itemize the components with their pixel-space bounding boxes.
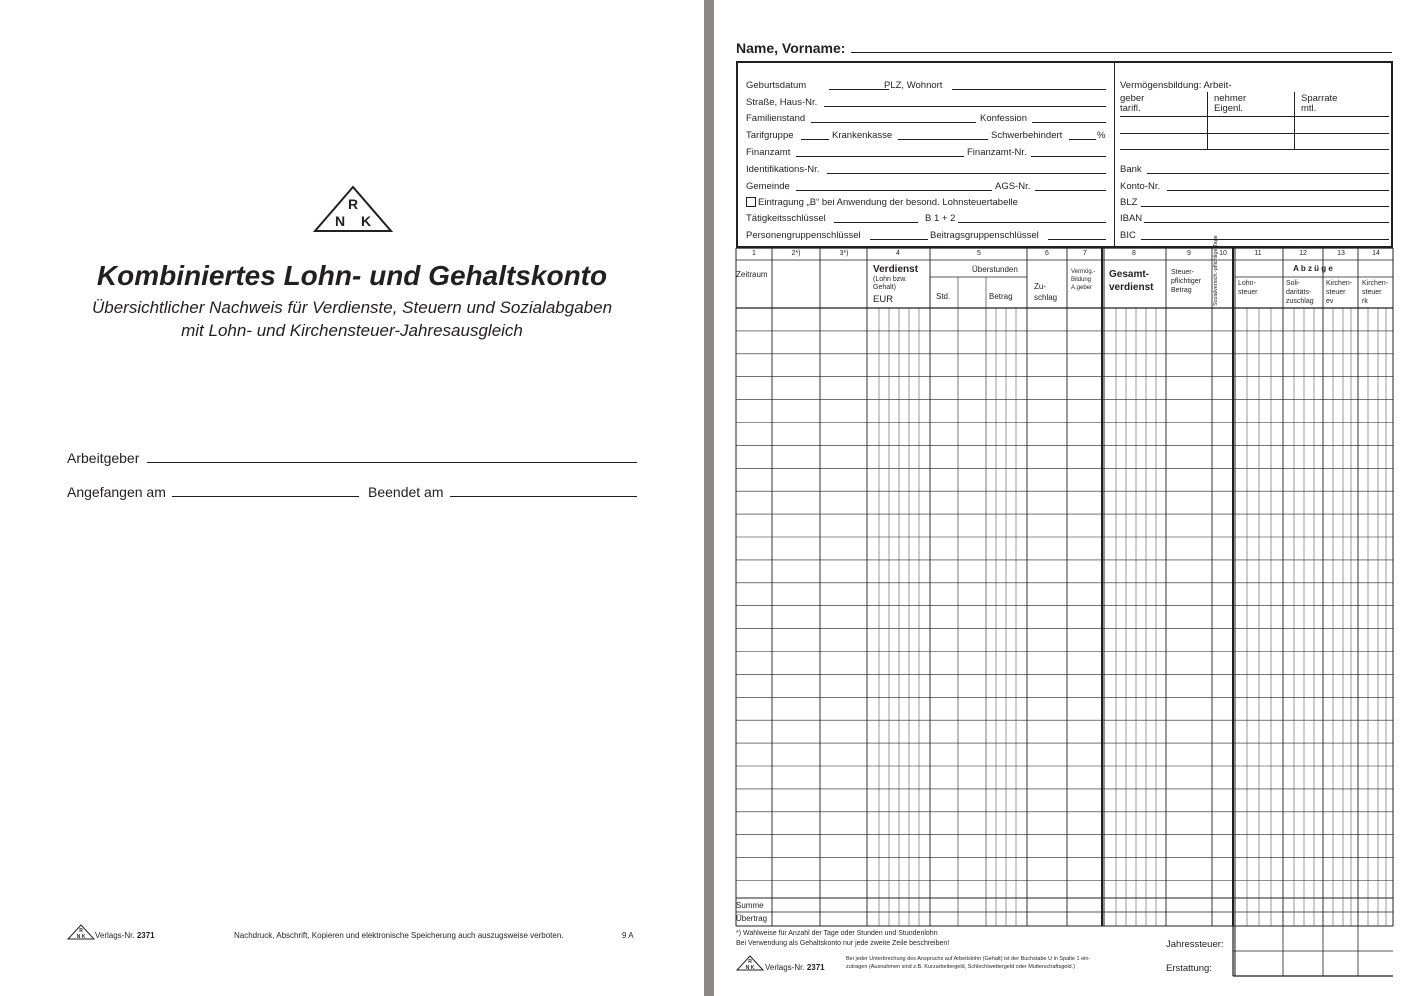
column-number-4: 4 [896,250,900,257]
hdr-zu: Zu- [1034,282,1046,291]
ended-label: Beendet am [368,484,444,500]
rnk-small-logo-icon-right [736,955,764,971]
hdr-gesamt2: verdienst [1109,282,1154,293]
vermoegen-title: Vermögensbildung: Arbeit- [1120,80,1232,91]
label-finanzamt: Finanzamt [746,147,791,158]
hdr-soli1: Soli- [1286,280,1301,287]
svg-text:R: R [79,928,83,934]
column-number-2: 2*) [791,250,801,257]
hdr-soli [1286,279,1314,306]
hdr-verdienst: Verdienst [873,264,919,275]
rnk-small-logo-icon [67,924,95,940]
column-number-6: 6 [1045,250,1049,257]
logo-letter-r: R [347,196,359,212]
column-number-12: 12 [1299,250,1307,257]
hdr-zuschlag [1034,281,1057,303]
column-number-3: 3*) [839,250,849,257]
label-plz: PLZ, Wohnort [884,80,943,91]
footer-edition: 9 A [622,931,634,940]
hdr-betrag: Betrag [989,292,1013,301]
started-field[interactable] [172,483,359,497]
svg-text:R: R [748,959,752,965]
hdr-verdienst-sub1: (Lohn bzw. [873,276,907,283]
hdr-lohn1: Lohn- [1238,280,1256,287]
column-number-13: 13 [1337,250,1345,257]
footer-verlag-number: 2371 [136,931,155,940]
employer-label: Arbeitgeber [67,450,140,466]
label-gemeinde: Gemeinde [746,181,790,192]
label-blz: BLZ [1120,197,1138,208]
footer-note-1: Bei jeder Unterbrechung des Anspruchs auf Arbeitslohn (Gehalt) ist der Buchstabe U in Spalte 1 ein- [846,956,1091,962]
ledger-grid [714,0,1417,996]
label-jahressteuer: Jahressteuer: [1166,939,1224,950]
column-number-1: 1 [752,250,756,257]
vermoegen-col1a: geber [1120,93,1145,104]
hdr-steuer2: pflichtiger [1171,278,1201,285]
footer-verlag [95,931,155,940]
started-label: Angefangen am [67,484,166,500]
footer-verlag-label-right: Verlags-Nr. [765,963,805,972]
hdr-steuer1: Steuer- [1171,269,1194,276]
logo-letter-n: N [334,213,346,229]
label-schwerbehindert: Schwerbehindert [991,130,1063,141]
right-page [714,0,1417,996]
name-label: Name, Vorname: [736,40,846,56]
footer-verlag-number-right: 2371 [806,963,825,972]
svg-text:N K: N K [76,934,86,940]
hdr-sozial: Sozialversich.-pflichtige Tage [1213,235,1219,306]
page-title: Kombiniertes Lohn- und Gehaltskonto [96,260,608,291]
column-number-7: 7 [1083,250,1087,257]
hdr-verdienst-sub [873,276,907,292]
hdr-vermoeg1: Vermög.- [1071,269,1096,275]
label-tarifgruppe: Tarifgruppe [746,130,794,141]
hdr-abzuege: A b z ü g e [1293,264,1333,273]
column-number-9: 9 [1187,250,1191,257]
hdr-vermoeg [1071,268,1095,292]
label-ags: AGS-Nr. [995,181,1031,192]
column-number-8: 8 [1132,250,1136,257]
label-erstattung: Erstattung: [1166,963,1212,974]
hdr-lohnsteuer [1238,279,1257,297]
left-page [0,0,704,996]
footer-note-2: zutragen (Ausnahmen sind z.B. Kurzarbeitergeld, Schlechtwettergeld oder Mutterschaftsgeld.) [846,964,1075,970]
label-eintragung: Eintragung „B“ bei Anwendung der besond. Lohnsteuertabelle [758,197,1018,208]
label-geburtsdatum: Geburtsdatum [746,80,807,91]
column-number-10: 10 [1219,250,1227,257]
vermoegen-col3b: mtl. [1301,103,1317,114]
hdr-vermoeg3: A.geber [1071,285,1093,291]
label-krankenkasse: Krankenkasse [832,130,893,141]
footer-notice: Nachdruck, Abschrift, Kopieren und elektronische Speicherung auch auszugsweise verboten. [234,931,564,940]
page-gutter [704,0,714,996]
employer-field[interactable] [147,449,637,463]
vermoegen-col1b: tarifl. [1120,103,1141,114]
vermoegen-col2a: nehmer [1214,93,1247,104]
hdr-kirch-rk3: rk [1362,298,1368,305]
label-bic: BIC [1120,230,1136,241]
label-strasse: Straße, Haus-Nr. [746,97,818,108]
label-b12: B 1 + 2 [925,213,956,224]
column-number-14: 14 [1372,250,1380,257]
hdr-verdienst-eur: EUR [873,294,894,305]
label-bank: Bank [1120,164,1142,175]
label-summe: Summe [736,901,764,910]
label-iban: IBAN [1120,213,1143,224]
subtitle-line-2: mit Lohn- und Kirchensteuer-Jahresausgleich [181,321,523,340]
hdr-kirch-ev2: steuer [1326,289,1346,296]
label-familienstand: Familienstand [746,113,806,124]
label-konto: Konto-Nr. [1120,181,1161,192]
label-percent: % [1097,130,1106,141]
column-number-5: 5 [977,250,981,257]
hdr-schlag: schlag [1034,293,1058,302]
hdr-gesamt [1109,268,1153,294]
hdr-steuer3: Betrag [1171,287,1192,294]
logo-letter-k: K [360,213,372,229]
hdr-kirch-ev1: Kirchen- [1326,280,1353,287]
hdr-lohn2: steuer [1238,289,1258,296]
hdr-kirch-rk1: Kirchen- [1362,280,1389,287]
hdr-soli2: daritäts- [1286,289,1312,296]
footnote-2: Bei Verwendung als Gehaltskonto nur jede zweite Zeile beschreiben! [736,940,950,947]
hdr-kirch-ev [1326,279,1352,306]
hdr-kirch-ev3: ev [1326,298,1334,305]
label-identifikation: Identifikations-Nr. [746,164,820,175]
vermoegen-col2b: Eigenl. [1214,103,1244,114]
hdr-kirch-rk [1362,279,1388,306]
footer-verlag-right [765,963,825,972]
hdr-verdienst-sub2: Gehalt) [873,284,896,291]
label-konfession: Konfession [980,113,1028,124]
hdr-kirch-rk2: steuer [1362,289,1382,296]
hdr-zeitraum: Zeitraum [736,270,768,279]
hdr-steuer [1171,268,1201,295]
footnote-1: *) Wahlweise für Anzahl der Tage oder Stunden und Stundenlohn [736,930,938,937]
hdr-vermoeg2: Bildung [1071,277,1092,283]
rnk-logo-icon [312,185,394,233]
ended-field[interactable] [450,483,637,497]
hdr-soli3: zuschlag [1286,298,1314,305]
column-number-11: 11 [1254,250,1262,257]
svg-text:N K: N K [745,965,755,971]
hdr-ueberstunden: Überstunden [972,265,1018,274]
label-personengruppe: Personengruppenschlüssel [746,230,861,241]
label-finanzamt-nr: Finanzamt-Nr. [967,147,1027,158]
label-beitragsgruppe: Beitragsgruppenschlüssel [930,230,1039,241]
label-taetigkeit: Tätigkeitsschlüssel [746,213,826,224]
footer-verlag-label: Verlags-Nr. [95,931,135,940]
hdr-gesamt1: Gesamt- [1109,269,1150,280]
subtitle-line-1: Übersichtlicher Nachweis für Verdienste, Steuern und Sozialabgaben [91,298,613,317]
label-uebertrag: Übertrag [736,914,768,923]
hdr-std: Std. [936,292,951,301]
vermoegen-col3a: Sparrate [1301,93,1338,104]
